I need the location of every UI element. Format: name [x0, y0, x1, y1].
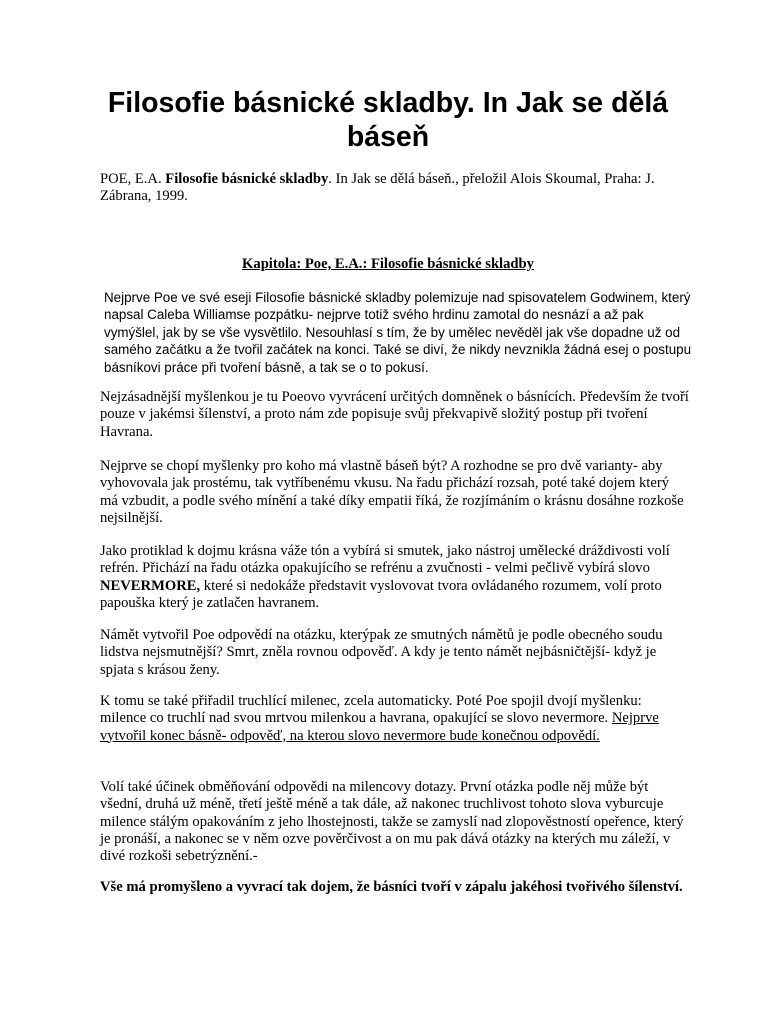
nevermore-word: NEVERMORE, [100, 577, 201, 594]
paragraph-refrain-text: Jako protiklad k dojmu krásna váže tón a vybírá si smutek, jako nástroj umělecké dráždivosti volí refrén. Přichází na řadu otázka opakujícího se refrénu a zvučnosti - velmi pečlivě vybírá slovo [100, 543, 670, 577]
citation-details: . In Jak se dělá báseň., přeložil Alois Skoumal, Praha: J. Zábrana, 1999. [100, 171, 655, 205]
paragraph-godwin: Nejprve Poe ve své eseji Filosofie básnické skladby polemizuje nad spisovatelem Godwinem, který napsal Caleba Williamse pozpátku- nejprve totiž svého hrdinu zamotal do nesnází a až pak vymýšlel, jak by se vše vysvětlilo. Nesouhlasí s tím, že by umělec nevěděl jak vše dopadne už od samého začátku a že tvořil začátek na konci. Také se diví, že nikdy nevznikla žádná esej o postupu básníkovi práce při tvoření básně, a tak se o to pokusí. [104, 290, 692, 375]
paragraph-audience: Nejprve se chopí myšlenky pro koho má vlastně báseň být? A rozhodne se pro dvě varianty- aby vyhovovala jak prostému, tak vytříbenému vkusu. Na řadu přichází rozsah, poté také dojem který má vzbudit, a podle svého mínění a také díky empatii říká, že rozjímáním o krásnu dosáhne rozkoše nejsilnější. [100, 458, 684, 526]
citation-author: POE, E.A. [100, 171, 166, 187]
underlined-sentence: Nejprve vytvořil konec básně- odpověď, na kterou slovo nevermore bude konečnou odpovědí. [100, 710, 659, 744]
chapter-heading: Kapitola: Poe, E.A.: Filosofie básnické skladby [242, 256, 534, 272]
citation-title: Filosofie básnické skladby [165, 171, 329, 187]
paragraph-lover-text: K tomu se také přiřadil truchlící milenec, zcela automaticky. Poté Poe spojil dvojí myšlenku: milence co truchlí nad svou mrtvou milenkou a havrana, opakující se slovo nevermore. [100, 693, 642, 727]
bibliographic-citation [100, 171, 690, 206]
paragraph-refrain-text-end: které si nedokáže představit vyslovovat tvora ovládaného rozumem, volí proto papouška který je zatlačen havranem. [100, 577, 662, 611]
paragraph-conclusion: Vše má promyšleno a vyvrací tak dojem, že básníci tvoří v zápalu jakéhosi tvořivého šílenství. [100, 879, 683, 895]
paragraph-refrain [100, 543, 690, 612]
paragraph-theme: Námět vytvořil Poe odpovědí na otázku, kterýpak ze smutných námětů je podle obecného soudu lidstva nejsmutnější? Smrt, zněla rovnou odpověď. A kdy je tento námět nejbásničtější- když je spjata s krásou ženy. [100, 627, 663, 678]
paragraph-main-idea: Nejzásadnější myšlenkou je tu Poeovo vyvrácení určitých domněnek o básnících. Především že tvoří pouze v jakémsi šílenství, a proto nám zde popisuje svůj překvapivě složitý postup při tvoření Havrana. [100, 389, 689, 440]
paragraph-questions: Volí také účinek obměňování odpovědi na milencovy dotazy. První otázka podle něj může být všední, druhá už méně, třetí ještě méně a tak dále, až nakonec truchlivost tohoto slova vyburcuje milence stálým opakováním z jeho lhostejnosti, takže se zamyslí nad zlopověstností opeřence, který je pronáší, a nakonec se v něm ozve pověrčivost a on mu pak dává otázky na kterých mu záleží, v divé rozkoši sebetrýznění.- [100, 779, 684, 865]
paragraph-lover [100, 693, 690, 745]
document-title: Filosofie básnické skladby. In Jak se dělá báseň [107, 87, 669, 153]
